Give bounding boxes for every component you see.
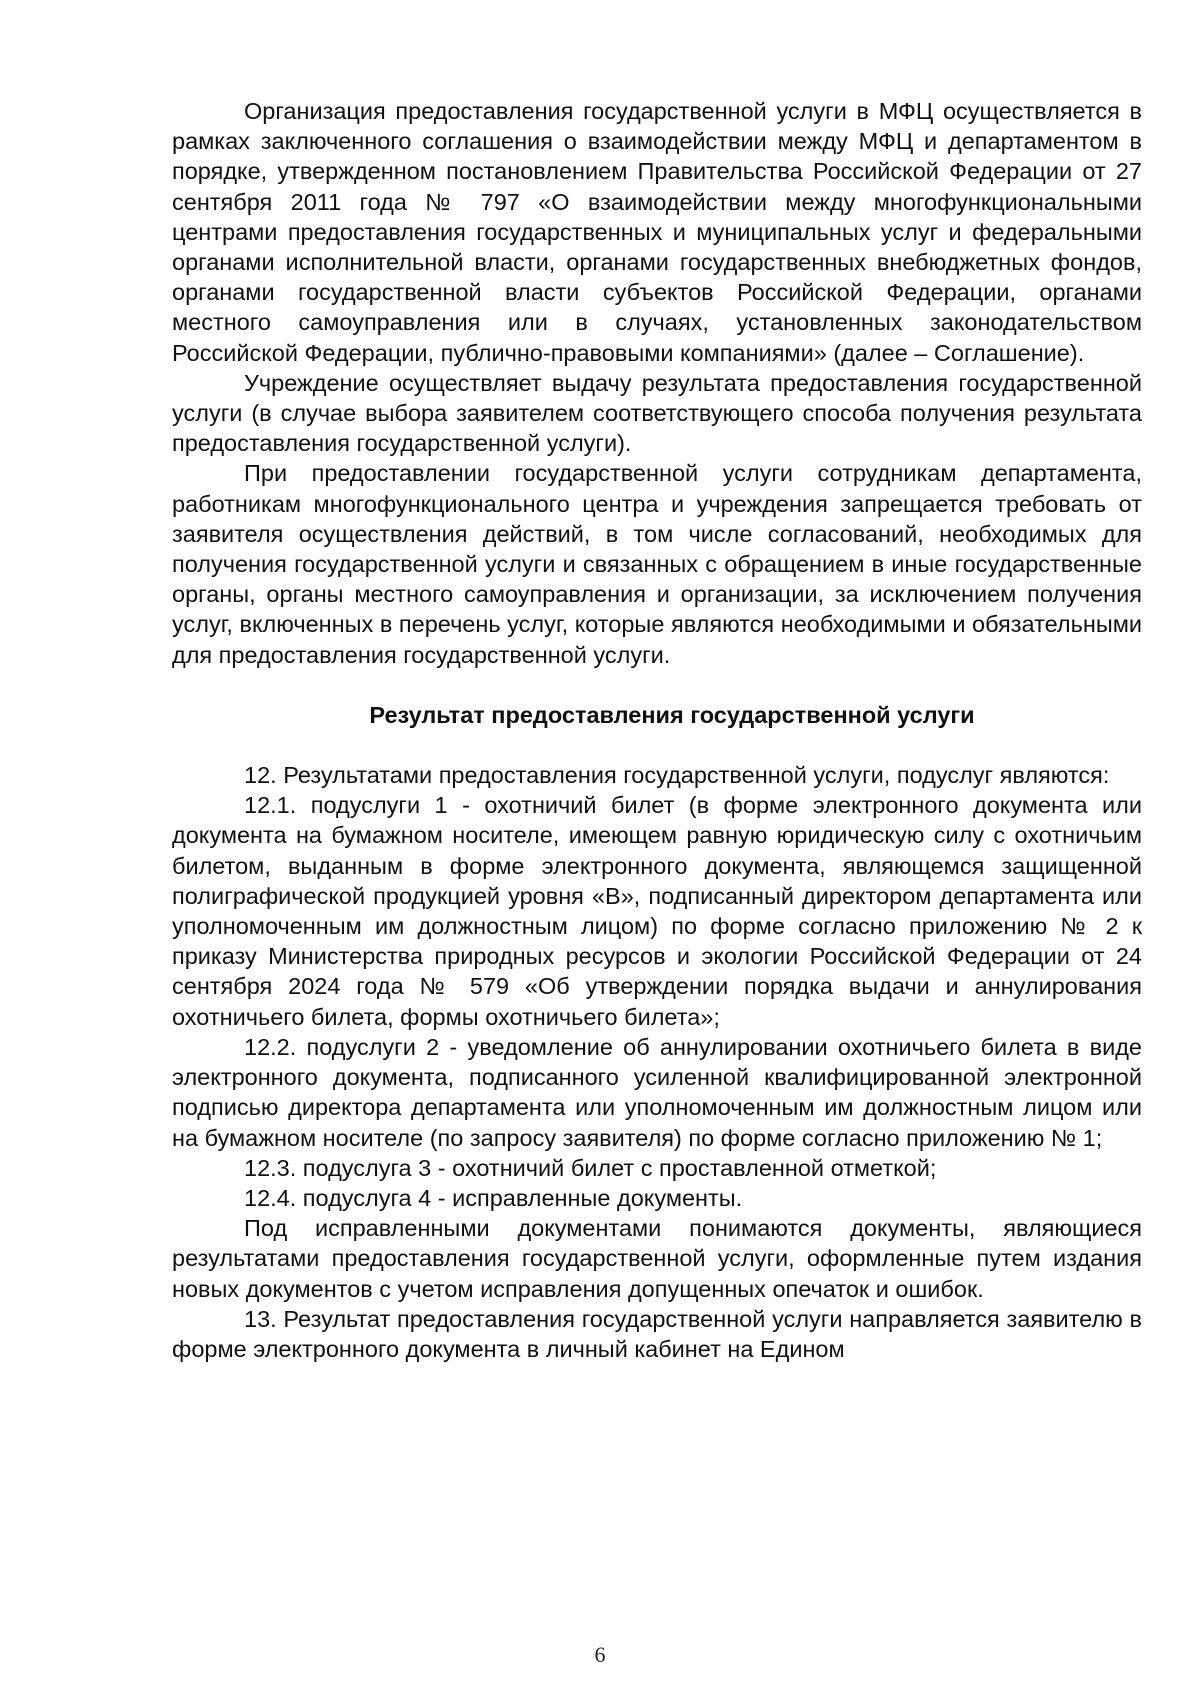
paragraph-mfc-organization: Организация предоставления государственной услуги в МФЦ осуществляется в рамках заключенного соглашения о взаимодействии между МФЦ и департаментом в порядке, утвержденном постановлением Правительства Российской Федерации от 27 сентября 2011 года № 797 «О взаимодействии между многофункциональными центрами предоставления государственных и муниципальных услуг и федеральными органами исполнительной власти, органами государственных внебюджетных фондов, органами государственной власти субъектов Российской Федерации, органами местного самоуправления или в случаях, установленных законодательством Российской Федерации, публично-правовыми компаниями» (далее – Соглашение). — [172, 98, 1142, 366]
paragraph-12-4: 12.4. подуслуга 4 - исправленные документы. — [244, 1184, 743, 1211]
paragraph-corrected-documents: Под исправленными документами понимаются документы, являющиеся результатами предоставления государственной услуги, оформленные путем издания новых документов с учетом исправления допущенных опечаток и ошибок. — [172, 1215, 1142, 1302]
paragraph-prohibition: При предоставлении государственной услуги сотрудникам департамента, работникам многофункционального центра и учреждения запрещается требовать от заявителя осуществления действий, в том числе согласований, необходимых для получения государственной услуги и связанных с обращением в иные государственные органы, органы местного самоуправления и организации, за исключением получения услуг, включенных в перечень услуг, которые являются необходимыми и обязательными для предоставления государственной услуги. — [172, 460, 1142, 668]
paragraph-institution-issuance: Учреждение осуществляет выдачу результата предоставления государственной услуги (в случае выбора заявителем соответствующего способа получения результата предоставления государственной услуги). — [172, 369, 1142, 457]
paragraph-12-2: 12.2. подуслуги 2 - уведомление об аннулировании охотничьего билета в виде электронного документа, подписанного усиленной квалифицированной электронной подписью директора департамента или уполномоченным им должностным лицом или на бумажном носителе (по запросу заявителя) по форме согласно приложению № 1; — [172, 1033, 1142, 1151]
document-page — [172, 96, 1142, 1364]
paragraph-12: 12. Результатами предоставления государственной услуги, подуслуг являются: — [244, 762, 1110, 789]
paragraph-12-3: 12.3. подуслуга 3 - охотничий билет с проставленной отметкой; — [244, 1154, 937, 1181]
page-number: 6 — [594, 1642, 606, 1667]
paragraph-12-1: 12.1. подуслуги 1 - охотничий билет (в форме электронного документа или документа на бумажном носителе, имеющем равную юридическую силу с охотничьим билетом, выданным в форме электронного документа, являющемся защищенной полиграфической продукцией уровня «В», подписанный директором департамента или уполномоченным им должностным лицом) по форме согласно приложению № 2 к приказу Министерства природных ресурсов и экологии Российской Федерации от 24 сентября 2024 года № 579 «Об утверждении порядка выдачи и аннулирования охотничьего билета, формы охотничьего билета»; — [172, 792, 1142, 1030]
section-heading: Результат предоставления государственной услуги — [369, 701, 975, 728]
paragraph-13: 13. Результат предоставления государственной услуги направляется заявителю в форме электронного документа в личный кабинет на Едином — [172, 1305, 1142, 1362]
